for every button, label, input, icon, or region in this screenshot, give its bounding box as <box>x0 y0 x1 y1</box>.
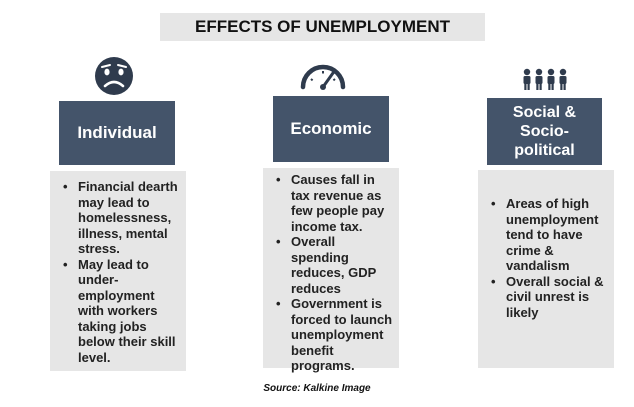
source-caption: Source: Kalkine Image <box>263 383 371 394</box>
bullet-point: • Overall spending reduces, GDP reduces <box>291 234 393 296</box>
header-label: Economic <box>290 119 372 138</box>
page-title: EFFECTS OF UNEMPLOYMENT <box>160 13 485 41</box>
header-label: Individual <box>77 123 157 142</box>
header-label-line: political <box>514 142 575 159</box>
people-group-icon <box>522 68 568 91</box>
bullet-point: • May lead to under-employment with workers taking jobs below their skill level. <box>78 257 180 366</box>
panel-social <box>478 170 614 368</box>
panel-individual <box>50 171 186 371</box>
header-label-line: Social & <box>512 104 577 121</box>
header-economic <box>273 96 389 162</box>
header-social <box>487 98 602 165</box>
panel-economic <box>263 168 399 373</box>
bullet-point: • Causes fall in tax revenue as few people pay income tax. <box>291 172 393 234</box>
bullet-point: • Overall social & civil unrest is likely <box>506 274 608 321</box>
bullet-point: • Areas of high unemployment tend to have crime & vandalism <box>506 196 608 274</box>
sad-face-icon <box>93 55 135 97</box>
bullet-point: • Financial dearth may lead to homelessness, illness, mental stress. <box>78 179 180 257</box>
header-individual <box>59 101 175 165</box>
bullet-point: • Government is forced to launch unemployment benefit programs. <box>291 296 393 374</box>
speedometer-icon <box>299 60 347 90</box>
header-label-line: Socio- <box>520 123 569 140</box>
